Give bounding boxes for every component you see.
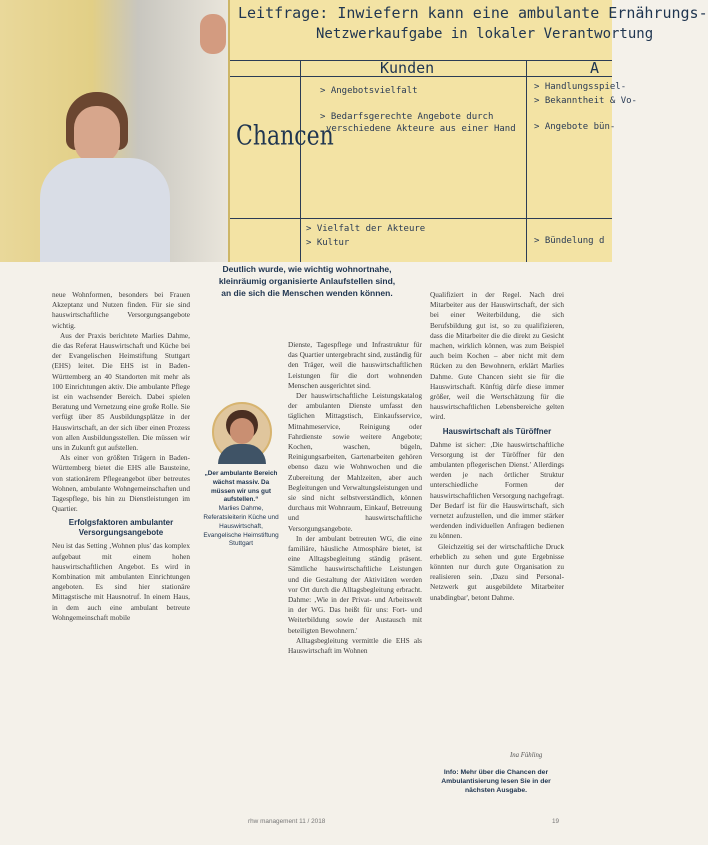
poster-note: > Handlungsspiel-: [534, 82, 627, 92]
poster-col-kunden: Kunden: [380, 59, 435, 77]
page-number: 19: [552, 818, 560, 825]
article-column-1: [52, 290, 190, 623]
quote-portrait: [212, 402, 272, 462]
presenter-body: [40, 158, 170, 262]
quote-name: Marlies Dahme,: [218, 505, 264, 513]
pull-quote: [203, 470, 279, 549]
paragraph: Neu ist das Setting ‚Wohnen plus' das komplex aufgebaut mit einem hohen hauswirtschaftlichen Angebot. Es wird in Kombination mit ambulanten Einrichtungen angeboten. Es sind hier stationäre Mittagstische mit Hausnotruf. In einem Haus, in dem auch eine ambulant betreute Wohngemeinschaft mobile: [52, 541, 190, 622]
header-photo: [0, 0, 708, 262]
caption-line: kleinräumig organisierte Anlaufstellen sind,: [218, 276, 396, 286]
paragraph: Als einer von größten Trägern in Baden-Württemberg bietet die EHS alle Bausteine, von stationärem Pflegeangebot über betreutes Wohnen, ambulante Wohngemeinschaften und Tagespflege, bis hin zu Dienstleistungen im Quartier.: [52, 453, 190, 514]
info-box: Info: Mehr über die Chancen der Ambulantisierung lesen Sie in der nächsten Ausgabe.: [441, 769, 551, 794]
article-column-2: [288, 340, 422, 656]
caption-line: Deutlich wurde, wie wichtig wohnortnahe,: [222, 264, 392, 274]
paragraph: Dahme ist sicher: ‚Die hauswirtschaftliche Versorgung ist der Türöffner für den ambulanten pflegerischen Dienst.' Allerdings werden je nach örtlicher Struktur unterschiedliche Formen der hauswirtschaftlichen Versorgung nachgefragt. Der Bedarf ist für die Hauswirtschaft, sich vernetzt aufzustellen, und die immer stärker werdenden individuellen Anfragen bedienen zu können.: [430, 439, 564, 541]
poster-note: > Vielfalt der Akteure: [306, 224, 426, 234]
poster-rule: [230, 218, 612, 219]
caption-line: an die sich die Menschen wenden können.: [221, 288, 393, 298]
flipchart-poster: [228, 0, 708, 262]
quote-text: „Der ambulante Bereich wächst massiv. Da müssen wir uns gut aufstellen.“: [204, 470, 278, 504]
paragraph: Aus der Praxis berichtete Marlies Dahme, die das Referat Hauswirtschaft und Küche bei der Evangelischen Heimstiftung Stuttgart (EHS) leitet. Die EHS ist in Baden-Württemberg an 40 Standorten mit mehr als 100 Einrichtungen aktiv. Die ambulante Pflege ist ein wachsender Bereich. Dabei spielen Beratung und Vernetzung eine große Rolle. Sie verfügt über 85 Ausbildungsplätze in der Hauswirtschaft, an der sich über einen Prozess von allen Ausbildungsstellen. Die müssen wir uns in Zukunft gut aufstellen.: [52, 330, 190, 453]
presenter-face: [74, 106, 120, 164]
poster-heading-line2: Netzwerkaufgabe in lokaler Verantwortung: [316, 26, 654, 42]
article-column-3: [430, 290, 564, 603]
author-signature: Ina Fühling: [510, 752, 543, 759]
paragraph: Qualifiziert in der Regel. Nach drei Mitarbeiter aus der Hauswirtschaft, der sich bei einer Weiterbildung, die sich Berufsbildung gut ist, so zu qualifizieren, dass die Mitarbeiter die die direkt zu Gesicht machen, wirklich können, was zum Beispiel auch beim Kochen – aber nicht mit dem Rücken zu den Bewohnern, erklärt Marlies Dahme. Gute Chancen sieht sie für die Hauswirtschaft. Künftig dürfe diese immer größer, weil die Wertschätzung für die hauswirtschaftlichen Lebensbereiche gelten wird.: [430, 290, 564, 422]
footer-journal: rhw management 11 / 2018: [248, 818, 326, 825]
poster-note: > Kultur: [306, 238, 350, 248]
paragraph: Dienste, Tagespflege und Infrastruktur für das Quartier untergebracht sind, zuständig für den Träger, weil die hauswirtschaftlichen Leistungen für die dort wohnenden Menschen ausgerichtet sind.: [288, 340, 422, 390]
poster-note: > Angebote bün-: [534, 122, 616, 132]
paragraph: Alltagsbegleitung vermittle die EHS als Hauswirtschaft im Wohnen: [288, 635, 422, 656]
poster-heading-line1: Leitfrage: Inwiefern kann eine ambulante Ernährungs-: [238, 4, 708, 22]
portrait-body: [218, 444, 266, 464]
poster-note: > Angebotsvielfalt: [320, 86, 418, 96]
poster-note: > Bedarfsgerechte Angebote durch: [320, 112, 494, 122]
section-heading: Hauswirtschaft als Türöffner: [442, 426, 552, 436]
photo-caption: [196, 263, 418, 313]
quote-role: Referatsleiterin Küche und Hauswirtschaft, Evangelische Heimstiftung Stuttgart: [203, 513, 279, 548]
presenter-hand: [200, 14, 226, 54]
poster-col-a: A: [590, 59, 600, 77]
paragraph: In der ambulant betreuten WG, die eine familiäre, häusliche Atmosphäre bietet, ist eine Alltagsbegleitung ständig präsent. Sämtliche hauswirtschaftliche Leistungen und die Gestaltung der Aktivitäten werden vor Ort durch die Alltagsbegleitung erbracht. Dahme: ‚Wie in der Privat- und Arbeitswelt in der WG. Das heißt für uns: Fort- und Weiterbildung sowie der Austausch mit beteiligten Bewohnern.': [288, 533, 422, 635]
section-heading: Erfolgsfaktoren ambulanter Versorgungsangebote: [68, 518, 174, 538]
paragraph: Gleichzeitig sei der wirtschaftliche Druck erheblich zu sehen und gute Ergebnisse könnten nur durch gute Organisation zu realisieren sein. ‚Dazu sind Personal-Netzwerk gut ausgebildete Mitarbeiter unabdingbar', betont Dahme.: [430, 541, 564, 602]
poster-note: > Bündelung d: [534, 236, 605, 246]
poster-rule: [526, 60, 527, 262]
portrait-face: [230, 418, 254, 444]
poster-row-chancen: Chancen: [236, 120, 334, 153]
poster-rule: [300, 60, 301, 262]
paragraph: Der hauswirtschaftliche Leistungskatalog der ambulanten Dienste umfasst den täglichen Mittagstisch, Einkaufsservice, Mitnahmeservice, Reinigung oder Fahrdienste sowie weitere Angebote; Kochen, waschen, bügeln, Reinigungsarbeiten, Gartenarbeiten gehören ebenso dazu wie Wohnwochen und die Zubereitung der Mahlzeiten, aber auch Begleitungen und Verwaltungsleistungen und sie sind nicht selbstverständlich, können durchaus mit Wohnraum, Einkauf, Betreuung und hauswirtschaftliche Versorgungsangebote.: [288, 391, 422, 533]
presenter-figure: [40, 92, 170, 262]
poster-note: > Bekanntheit & Vo-: [534, 96, 637, 106]
poster-note: verschiedene Akteure aus einer Hand: [326, 124, 516, 134]
paragraph: neue Wohnformen, besonders bei Frauen Akzeptanz und Nutzen finden. Für sie sind hauswirtschaftliche Versorgungsangebote wichtig.: [52, 290, 190, 330]
